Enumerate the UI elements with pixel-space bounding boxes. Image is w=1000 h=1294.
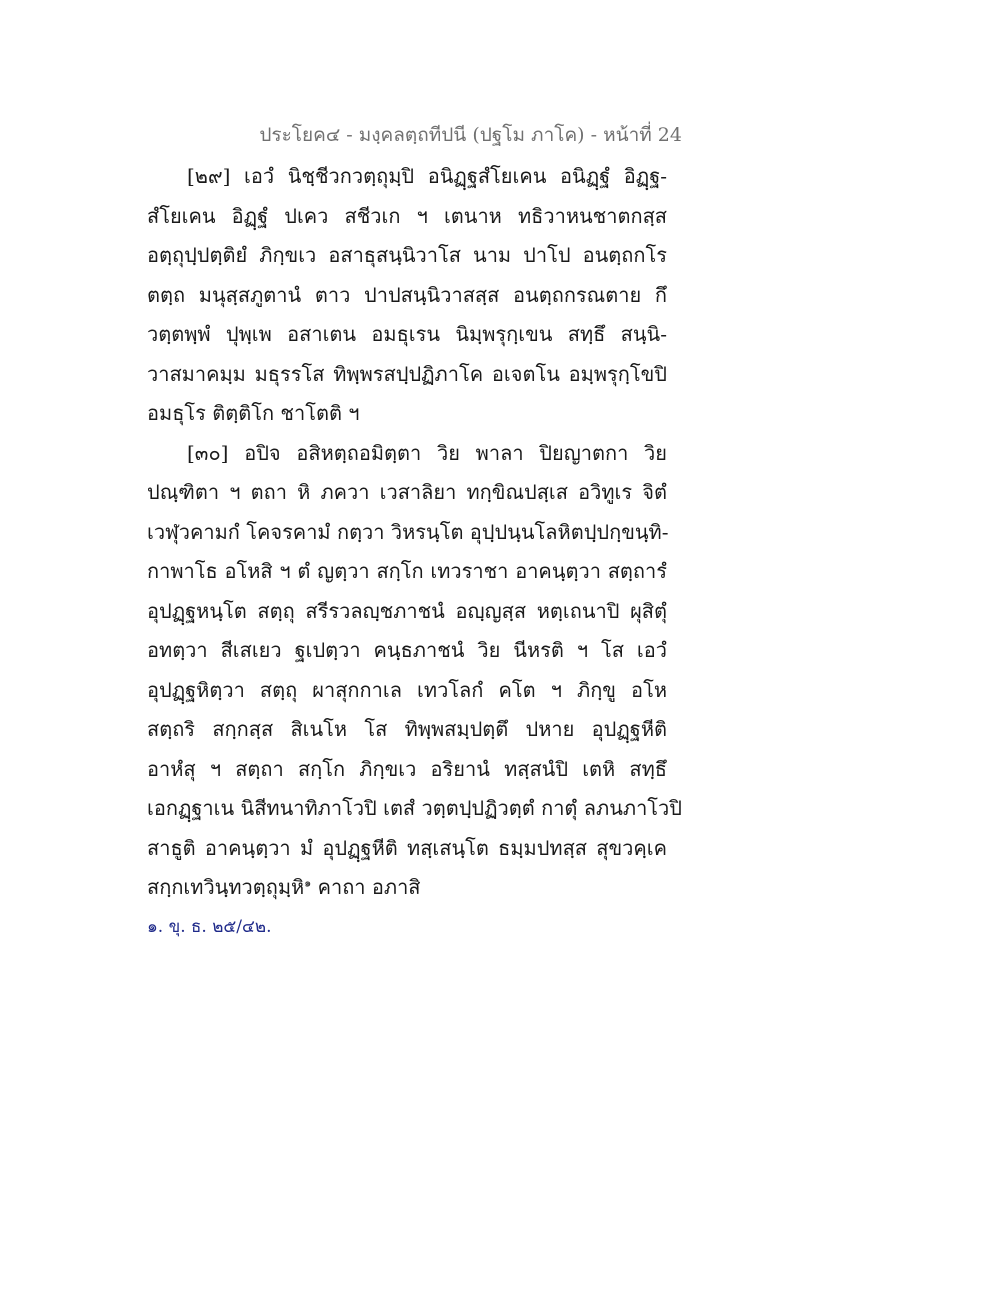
text-segment: สกฺกเทวินฺทวตฺถุมฺหิ	[147, 875, 305, 899]
text-line: อมธุโร ติตฺติโก ชาโตติ ฯ	[147, 401, 360, 425]
text-line: สตฺถริ สกฺกสฺส สิเนโห โส ทิพฺพสมฺปตฺตึ ปหาย อุปฏฺฐหีติ	[147, 717, 667, 741]
main-text	[147, 157, 682, 908]
text-line: กาพาโธ อโหสิ ฯ ตํ ญตฺวา สกฺโก เทวราชา อาคนฺตฺวา สตฺถารํ	[147, 559, 667, 583]
text-line: [๓๐] อปิจ อสิหตฺถอมิตฺตา วิย พาลา ปิยญาตกา วิย	[187, 440, 667, 465]
text-line: ตตฺถ มนุสฺสภูตานํ ตาว ปาปสนฺนิวาสสฺส อนตฺถกรณตาย กึ	[147, 282, 667, 307]
text-line: อทตฺวา สีเสเยว ฐเปตฺวา คนฺธภาชนํ วิย นีหรติ ฯ โส เอวํ	[147, 638, 667, 662]
text-line: อุปฏฺฐหิตฺวา สตฺถุ ผาสุกกาเล เทวโลกํ คโต ฯ ภิกฺขู อโห	[147, 677, 667, 702]
text-line: อุปฏฺฐหนฺโต สตฺถุ สรีรวลญฺชภาชนํ อญฺญสฺส หตฺเถนาปิ ผุสิตุํ	[147, 598, 667, 623]
text-line: [๒๙] เอวํ นิชฺชีวกวตฺถุมฺปิ อนิฏฺฐสํโยเคน อนิฏฺฐํ อิฏฺฐ-	[187, 164, 667, 188]
text-line: อาหํสุ ฯ สตฺถา สกฺโก ภิกฺขเว อริยานํ ทสฺสนํปิ เตหิ สทฺธึ	[147, 756, 667, 781]
text-line: สํโยเคน อิฏฺฐํ ปเคว สชีวเก ฯ เตนาห ทธิวาหนชาตกสฺส	[147, 203, 667, 228]
text-line	[147, 868, 667, 908]
text-line: วาสมาคมฺม มธุรรโส ทิพฺพรสปฺปฏิภาโค อเจตโน อมฺพรุกฺโขปิ	[147, 361, 667, 386]
footnote-reference: ๑	[304, 876, 312, 890]
text-line: อตฺถุปฺปตฺติยํ ภิกฺขเว อสาธุสนฺนิวาโส นาม ปาโป อนตฺถกโร	[147, 243, 667, 267]
page-header: ประโยค๔ - มงฺคลตฺถทีปนี (ปฐโม ภาโค) - หน้าที่ 24	[259, 124, 682, 146]
footnote: ๑. ขุ. ธ. ๒๕/๔๒.	[147, 917, 272, 937]
text-line: วตฺตพฺพํ ปุพฺเพ อสาเตน อมธุเรน นิมฺพรุกฺเขน สทฺธึ สนฺนิ-	[147, 322, 667, 346]
text-line: เวฬุวคามกํ โคจรคามํ กตฺวา วิหรนฺโต อุปฺปนฺนโลหิตปฺปกฺขนฺทิ-	[147, 519, 669, 544]
text-line: ปณฺฑิตา ฯ ตถา หิ ภควา เวสาลิยา ทกฺขิณปสฺเส อวิทูเร จิตํ	[147, 480, 667, 504]
text-segment: คาถา อภาสิ	[317, 875, 421, 899]
text-line: สาธูติ อาคนฺตฺวา มํ อุปฏฺฐหีติ ทสฺเสนฺโต ธมฺมปทสฺส สุขวคฺเค	[147, 835, 667, 860]
text-line: เอกฏฺฐาเน นิสีทนาทิภาโวปิ เตสํ วตฺตปฺปฏิวตฺตํ กาตุํ ลภนภาโวปิ	[147, 796, 682, 820]
